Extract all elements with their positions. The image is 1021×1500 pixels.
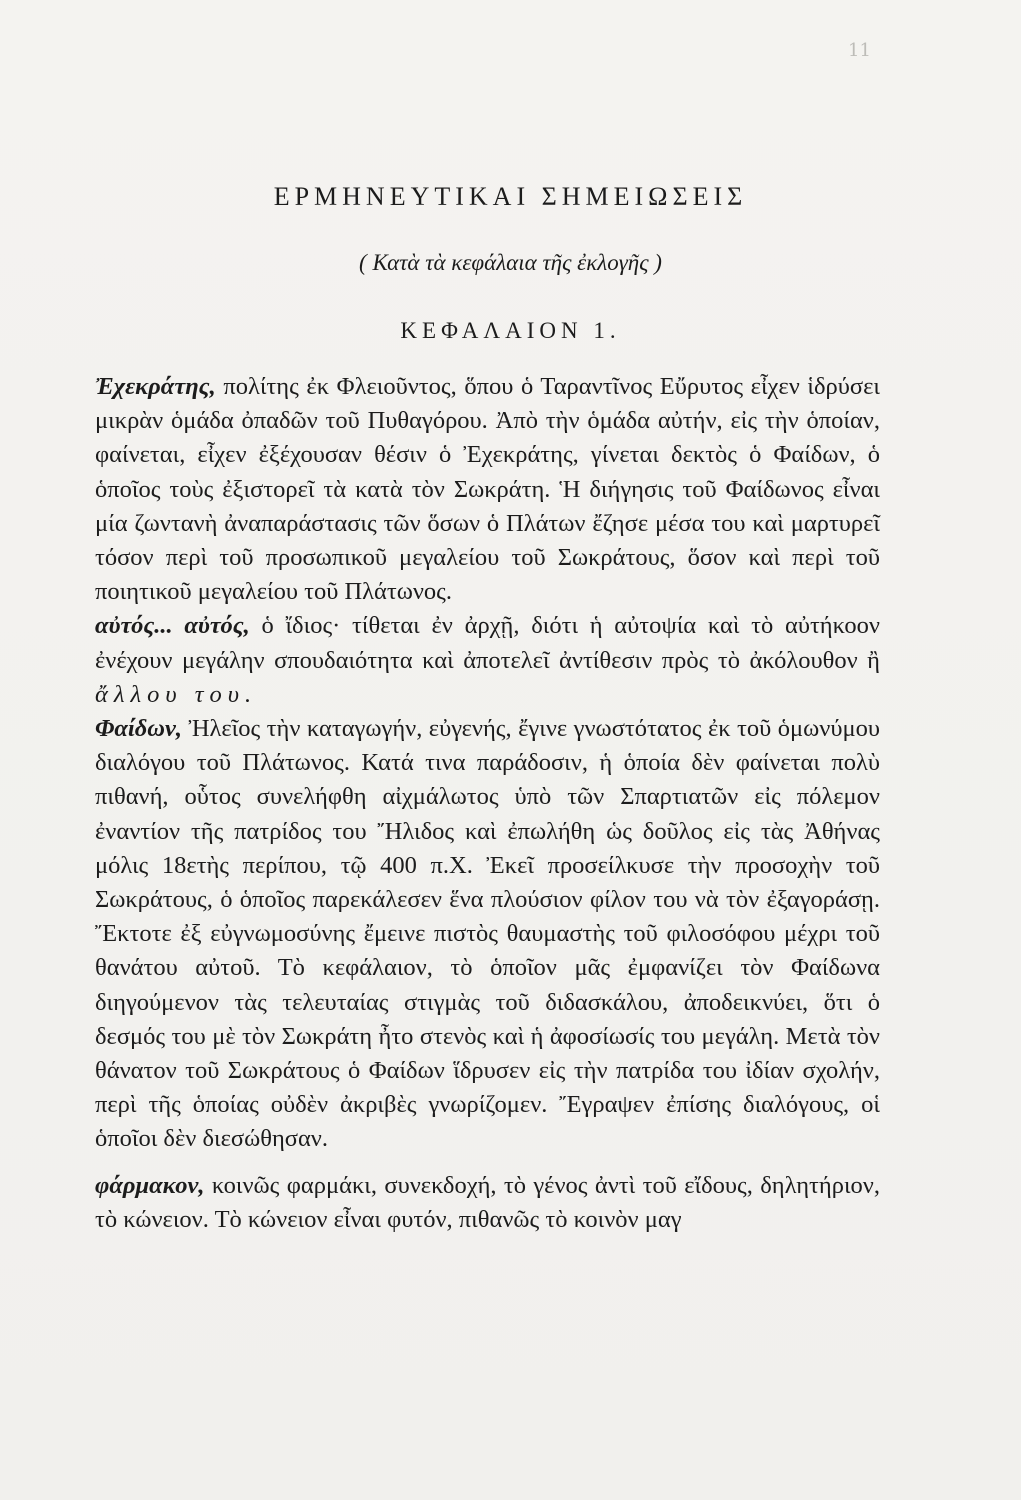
note-text: ὁ ἴδιος· τίθεται ἐν ἀρχῇ, διότι ἡ αὐτοψία καὶ τὸ αὐτήκοον ἐνέχουν μεγάλην σπουδαιότητα καὶ ἀποτελεῖ ἀντίθεσιν πρὸς τὸ ἀκόλουθον ἢ <box>95 612 880 674</box>
note-paragraph <box>95 370 880 609</box>
note-text: Ἠλεῖος τὴν καταγωγήν, εὐγενής, ἔγινε γνωστότατος ἐκ τοῦ ὁμωνύμου διαλόγου τοῦ Πλάτωνος. Κατά τινα παράδοσιν, ἡ ὁποία δὲν φαίνεται πολὺ πιθανή, οὗτος συνελήφθη αἰχμάλωτος ὑπὸ τῶν Σπαρτιατῶν εἰς πόλεμον ἐναντίον τῆς πατρίδος του Ἤλιδος καὶ ἐπωλήθη ὡς δοῦλος εἰς τὰς Ἀθήνας μόλις 18ετὴς περίπου, τῷ 400 π.Χ. Ἐκεῖ προσείλκυσε τὴν προσοχὴν τοῦ Σωκράτους, ὁ ὁποῖος παρεκάλεσεν ἕνα πλούσιον φίλον του νὰ τὸν ἐξαγοράσῃ. Ἔκτοτε ἐξ εὐγνωμοσύνης ἔμεινε πιστὸς θαυμαστὴς τοῦ φιλοσόφου μέχρι τοῦ θανάτου αὐτοῦ. Τὸ κεφάλαιον, τὸ ὁποῖον μᾶς ἐμφανίζει τὸν Φαίδωνα διηγούμενον τὰς τελευταίας στιγμὰς τοῦ διδασκάλου, ἀποδεικνύει, ὅτι ὁ δεσμός του μὲ τὸν Σωκράτη ἦτο στενὸς καὶ ἡ ἀφοσίωσίς του μεγάλη. Μετὰ τὸν θάνατον τοῦ Σωκράτους ὁ Φαίδων ἵδρυσεν εἰς τὴν πατρίδα του ἰδίαν σχολήν, περὶ τῆς ὁποίας οὐδὲν ἀκριβὲς γνωρίζομεν. Ἔγραψεν ἐπίσης διαλόγους, οἱ ὁποῖοι δὲν διεσώθησαν. <box>95 715 880 1153</box>
note-paragraph <box>95 712 880 1157</box>
note-spaced-phrase: ἄλλου του. <box>95 680 258 708</box>
notes-body <box>95 370 880 1237</box>
page-number: 11 <box>848 40 871 61</box>
note-lemma: αὐτός... αὐτός, <box>95 612 250 640</box>
note-lemma: Ἐχεκράτης, <box>95 373 216 400</box>
note-lemma: Φαίδων, <box>95 715 182 743</box>
note-text: πολίτης ἐκ Φλειοῦντος, ὅπου ὁ Ταραντῖνος Εὔρυτος εἶχεν ἱδρύσει μικρὰν ὁμάδα ὀπαδῶν τοῦ Πυθαγόρου. Ἀπὸ τὴν ὁμάδα αὐτήν, εἰς τὴν ὁποίαν, φαίνεται, εἶχεν ἐξέχουσαν θέσιν ὁ Ἐχεκράτης, γίνεται δεκτὸς ὁ Φαίδων, ὁ ὁποῖος τοὺς ἐξιστορεῖ τὰ κατὰ τὸν Σωκράτη. Ἡ διήγησις τοῦ Φαίδωνος εἶναι μία ζωντανὴ ἀναπαράστασις τῶν ὅσων ὁ Πλάτων ἔζησε μέσα του καὶ μαρτυρεῖ τόσον περὶ τοῦ προσωπικοῦ μεγαλείου τοῦ Σωκράτους, ὅσον καὶ περὶ τοῦ ποιητικοῦ μεγαλείου τοῦ Πλάτωνος. <box>95 373 880 606</box>
note-paragraph <box>95 609 880 712</box>
page-title: ΕΡΜΗΝΕΥΤΙΚΑΙ ΣΗΜΕΙΩΣΕΙΣ <box>273 182 748 211</box>
note-paragraph <box>95 1169 880 1237</box>
page-subtitle: ( Κατὰ τὰ κεφάλαια τῆς ἐκλογῆς ) <box>359 250 662 275</box>
note-lemma: φάρμακον, <box>95 1171 205 1199</box>
chapter-heading: ΚΕΦΑΛΑΙΟΝ 1. <box>400 318 621 343</box>
note-text: κοινῶς φαρμάκι, συνεκδοχή, τὸ γένος ἀντὶ τοῦ εἴδους, δηλητήριον, τὸ κώνειον. Τὸ κώνειον εἶναι φυτόν, πιθανῶς τὸ κοινὸν μαγ <box>95 1171 880 1233</box>
